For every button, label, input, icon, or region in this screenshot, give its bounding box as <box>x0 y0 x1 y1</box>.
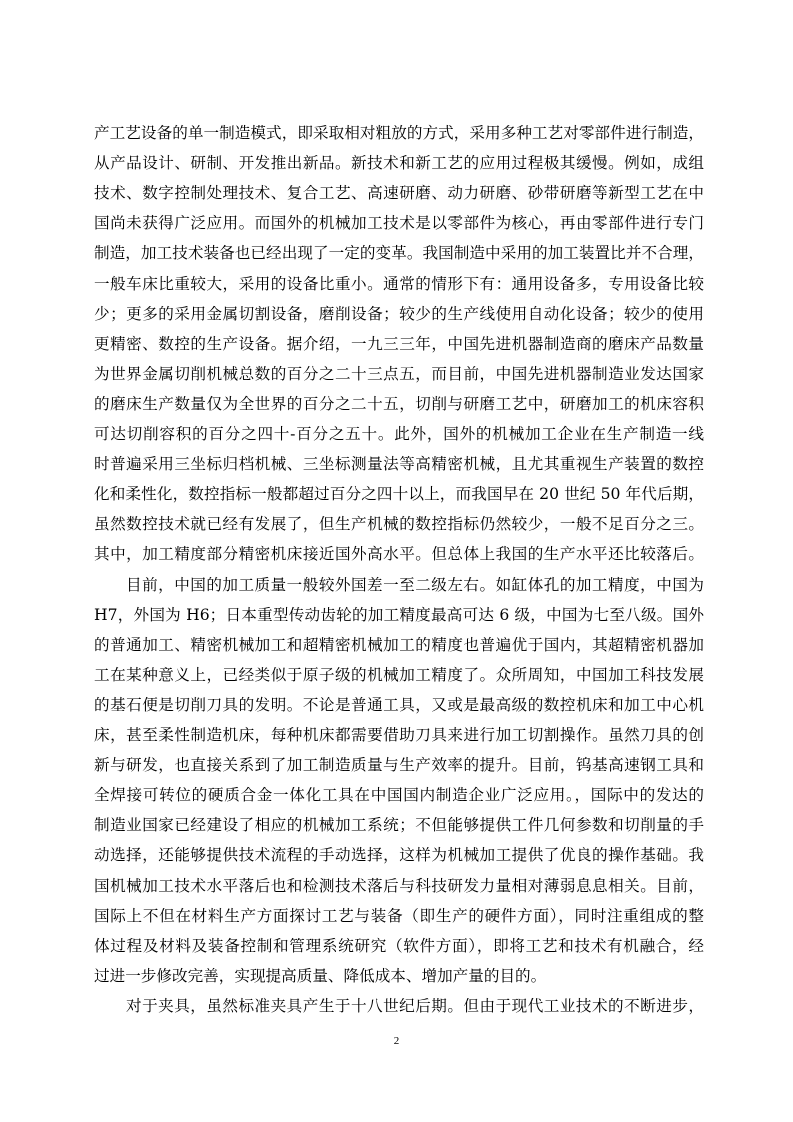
text-line: 化和柔性化，数控指标一般都超过百分之四十以上，而我国早在 20 世纪 50 年代后期， <box>94 485 704 504</box>
paragraph-first-line: 对于夹具，虽然标准夹具产生于十八世纪后期。但由于现代工业技术的不断进步， <box>126 996 704 1015</box>
text-line: 全焊接可转位的硬质合金一体化工具在中国国内制造企业广泛应用。，国际中的发达的 <box>94 786 704 805</box>
text-line: 制造业国家已经建设了相应的机械加工系统；不但能够提供工件几何参数和切削量的手 <box>94 816 704 835</box>
text-line: 体过程及材料及装备控制和管理系统研究（软件方面），即将工艺和技术有机融合，经 <box>94 936 704 955</box>
text-line: 可达切削容积的百分之四十-百分之五十。此外，国外的机械加工企业在生产制造一线 <box>94 425 704 443</box>
text-line: 动选择，还能够提供技术流程的手动选择，这样为机械加工提供了优良的操作基础。我 <box>94 846 704 865</box>
paragraph-last-line: 过进一步修改完善，实现提高质量、降低成本、增加产量的目的。 <box>94 966 547 985</box>
text-line: 国尚未获得广泛应用。而国外的机械加工技术是以零部件为核心，再由零部件进行专门 <box>94 214 704 233</box>
text-line: 产工艺设备的单一制造模式，即采取相对粗放的方式，采用多种工艺对零部件进行制造， <box>94 124 704 142</box>
text-line: 虽然数控技术就已经有发展了，但生产机械的数控指标仍然较少，一般不足百分之三。 <box>94 515 704 534</box>
text-line: 更精密、数控的生产设备。据介绍，一九三三年，中国先进机器制造商的磨床产品数量 <box>94 334 704 353</box>
text-line: 时普遍采用三坐标归档机械、三坐标测量法等高精密机械，且尤其重视生产装置的数控 <box>94 455 704 474</box>
text-line: 床，甚至柔性制造机床，每种机床都需要借助刀具来进行加工切割操作。虽然刀具的创 <box>94 726 704 744</box>
text-line: 国际上不但在材料生产方面探讨工艺与装备（即生产的硬件方面），同时注重组成的整 <box>94 906 704 925</box>
text-line: 从产品设计、研制、开发推出新品。新技术和新工艺的应用过程极其缓慢。例如，成组 <box>94 154 704 173</box>
text-line: 的基石便是切削刀具的发明。不论是普通工具，又或是最高级的数控机床和加工中心机 <box>94 695 704 714</box>
text-line: H7，外国为 H6；日本重型传动齿轮的加工精度最高可达 6 级，中国为七至八级。国外 <box>94 605 704 624</box>
text-line: 新与研发，也直接关系到了加工制造质量与生产效率的提升。目前，钨基高速钢工具和 <box>94 756 704 775</box>
text-line: 其中，加工精度部分精密机床接近国外高水平。但总体上我国的生产水平还比较落后。 <box>94 545 704 564</box>
text-line: 制造，加工技术装备也已经出现了一定的变革。我国制造中采用的加工装置比并不合理， <box>94 244 704 263</box>
text-line: 一般车床比重较大，采用的设备比重小。通常的情形下有：通用设备多，专用设备比较 <box>94 274 704 293</box>
text-line: 技术、数字控制处理技术、复合工艺、高速研磨、动力研磨、砂带研磨等新型工艺在中 <box>94 184 704 203</box>
text-line: 国机械加工技术水平落后也和检测技术落后与科技研发力量相对薄弱息息相关。目前， <box>94 876 704 895</box>
text-line: 为世界金属切削机械总数的百分之二十三点五，而目前，中国先进机器制造业发达国家 <box>94 364 704 383</box>
text-line: 少；更多的采用金属切割设备，磨削设备；较少的生产线使用自动化设备；较少的使用 <box>94 304 704 323</box>
page-number: 2 <box>393 1035 400 1047</box>
text-line: 的磨床生产数量仅为全世界的百分之二十五，切削与研磨工艺中，研磨加工的机床容积 <box>94 394 704 413</box>
paragraph-first-line: 目前，中国的加工质量一般较外国差一至二级左右。如缸体孔的加工精度，中国为 <box>126 575 704 594</box>
text-line: 的普通加工、精密机械加工和超精密机械加工的精度也普遍优于国内，其超精密机器加 <box>94 635 704 654</box>
text-line: 工在某种意义上，已经类似于原子级的机械加工精度了。众所周知，中国加工科技发展 <box>94 665 704 684</box>
